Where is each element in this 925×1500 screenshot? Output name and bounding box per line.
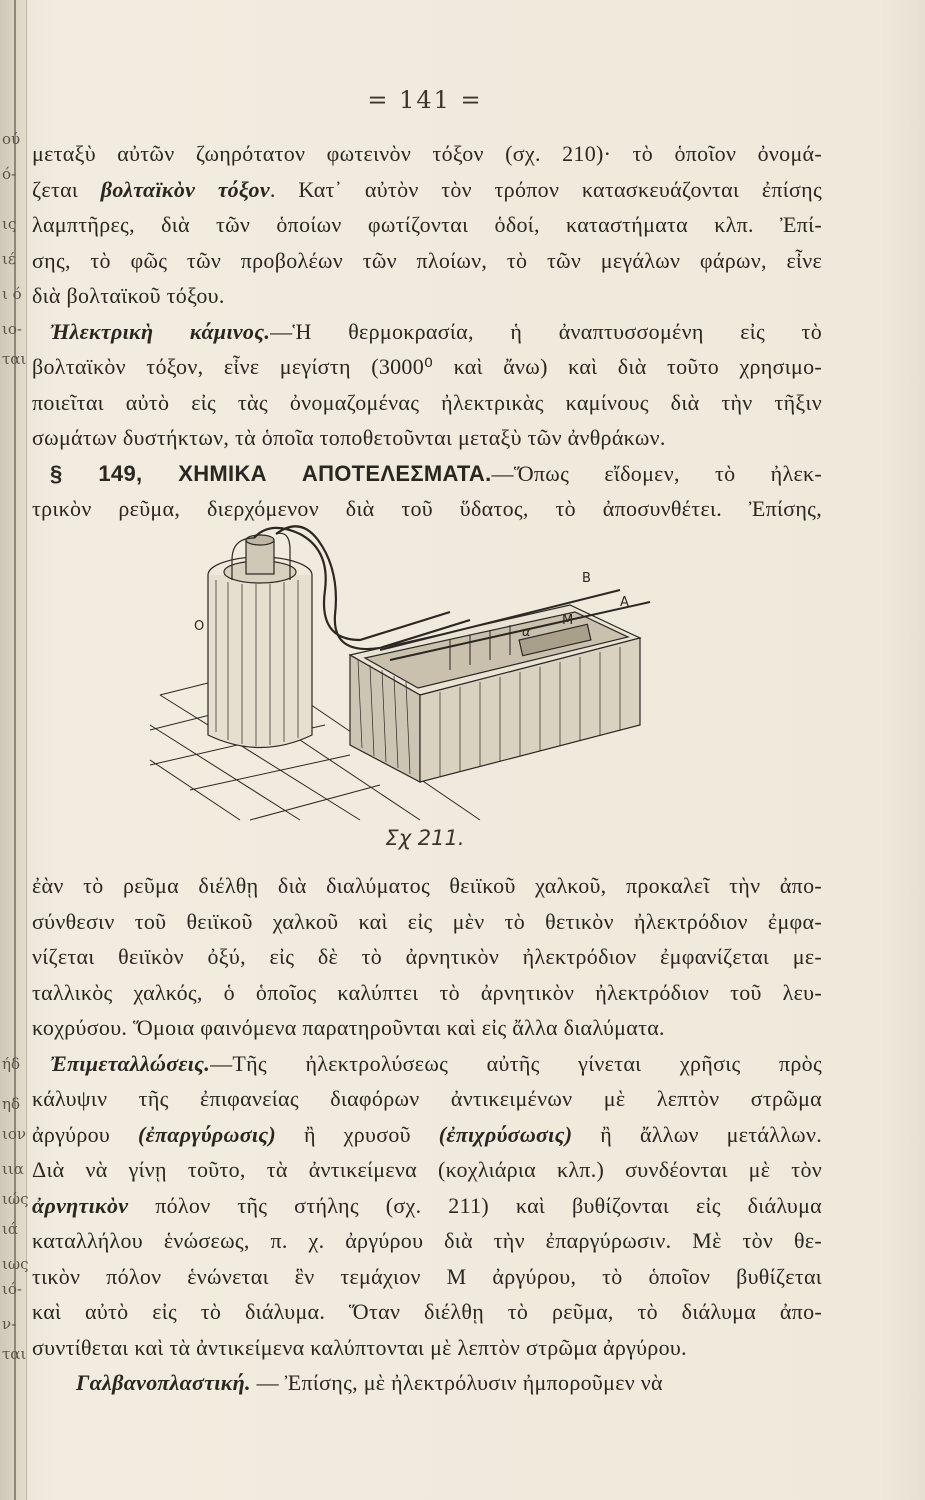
emphasized-term: βολταϊκὸν τόξον: [100, 176, 270, 202]
text-line: [32, 1081, 822, 1117]
emphasized-term: (ἐπιχρύσωσις): [438, 1121, 573, 1147]
heading-electric-furnace: Ἠλεκτρικὴ κάμινος.: [50, 318, 271, 344]
text-line: [32, 456, 822, 492]
margin-fragment: ιο-: [2, 320, 22, 338]
text-fragment: λαμπτῆρες, διὰ τῶν ὁποίων φωτίζονται ὁδοί, καταστήματα κλπ. Ἐπί-: [32, 212, 822, 237]
text-line: [32, 1223, 822, 1259]
text-fragment: ἢ ἄλλων μετάλλων.: [572, 1121, 822, 1147]
margin-fragment: ηδ: [2, 1095, 21, 1113]
text-fragment: σωμάτων δυστήκτων, τὰ ὁποῖα τοποθετοῦνται μεταξὺ τῶν ἀνθράκων.: [32, 425, 666, 450]
text-line: [32, 349, 822, 385]
text-fragment: ζεται: [32, 176, 101, 202]
figure-label-a: A: [620, 595, 629, 610]
upper-text-block: [32, 136, 822, 527]
text-fragment: —Τῆς ἠλεκτρολύσεως αὐτῆς γίνεται χρῆσις πρὸς: [210, 1050, 822, 1076]
text-line: [32, 1152, 822, 1188]
margin-fragment: ιώς: [2, 1190, 29, 1208]
text-fragment: ἐὰν τὸ ρεῦμα διέλθῃ διὰ διαλύματος θειϊκοῦ χαλκοῦ, προκαλεῖ τὴν ἀπο-: [32, 873, 822, 898]
figure-electroplating-apparatus: [150, 520, 710, 820]
text-line: [32, 1117, 822, 1153]
margin-fragment: ήδ: [2, 1055, 21, 1073]
plating-bath: [350, 590, 650, 782]
margin-fragment: ιέ: [2, 250, 16, 268]
margin-fragment: ού: [2, 130, 21, 148]
page-number: = 141 =: [367, 86, 483, 114]
lower-text-block: [32, 868, 822, 1401]
heading-electrotyping: Γαλβανοπλαστική.: [76, 1370, 251, 1395]
text-line: [32, 385, 822, 421]
text-fragment: διὰ βολταϊκοῦ τόξου.: [32, 283, 225, 308]
text-fragment: . Κατ᾽ αὐτὸν τὸν τρόπον κατασκευάζονται ἐπίσης: [269, 176, 822, 202]
margin-fragment: ιό-: [2, 1280, 22, 1298]
text-fragment: τικὸν πόλον ἑνώνεται ἓν τεμάχιον Μ ἀργύρου, τὸ ὁποῖον βυθίζεται: [32, 1263, 822, 1289]
section-heading: § 149, ΧΗΜΙΚΑ ΑΠΟΤΕΛΕΣΜΑΤΑ.: [50, 460, 492, 486]
text-fragment: πόλον τῆς στήλης (σχ. 211) καὶ βυθίζονται εἰς διάλυμα: [128, 1192, 822, 1218]
text-line: [32, 1046, 822, 1082]
text-fragment: καταλλήλου ἑνώσεως, π. χ. ἀργύρου διὰ τὴν ἐπαργύρωσιν. Μὲ τὸν θε-: [32, 1228, 822, 1253]
emphasized-term: (ἐπαργύρωσις): [138, 1121, 277, 1147]
text-fragment: τρικὸν ρεῦμα, διερχόμενον διὰ τοῦ ὕδατος, τὸ ἀποσυνθέτει. Ἐπίσης,: [32, 496, 822, 521]
text-fragment: —Ὅπως εἴδομεν, τὸ ἠλεκ-: [491, 460, 822, 486]
text-line: [32, 1330, 822, 1366]
text-fragment: βολταϊκὸν τόξον, εἶνε μεγίστη (3000⁰ καὶ ἄνω) καὶ διὰ τοῦτο χρησιμο-: [32, 354, 822, 379]
text-fragment: Διὰ νὰ γίνῃ τοῦτο, τὰ ἀντικείμενα (κοχλιάρια κλπ.) συνδέονται μὲ τὸν: [32, 1157, 822, 1182]
heading-electroplating: Ἐπιμεταλλώσεις.: [50, 1050, 211, 1076]
text-line: [32, 172, 822, 208]
text-line: [32, 243, 822, 279]
text-fragment: ἀργύρου: [32, 1121, 138, 1147]
text-line: [32, 868, 822, 904]
text-line: [32, 420, 822, 456]
text-line: [32, 1259, 822, 1295]
margin-fragment: ιως: [2, 1255, 29, 1273]
text-line: [32, 1188, 822, 1224]
figure-label-b: B: [582, 571, 591, 586]
text-line: [32, 975, 822, 1011]
text-fragment: μεταξὺ αὐτῶν ζωηρότατον φωτεινὸν τόξον (σχ. 210)· τὸ ὁποῖον ὀνομά-: [32, 141, 822, 166]
text-line: [32, 136, 822, 172]
text-fragment: συντίθεται καὶ τὰ ἀντικείμενα καλύπτονται μὲ λεπτὸν στρῶμα ἀργύρου.: [32, 1334, 687, 1360]
text-fragment: κάλυψιν τῆς ἐπιφανείας διαφόρων ἀντικειμένων μὲ λεπτὸν στρῶμα: [32, 1086, 822, 1111]
figure-caption: Σχ 211.: [385, 826, 465, 850]
text-line: [32, 1294, 822, 1330]
battery-jar: [208, 533, 312, 747]
text-fragment: —Ἡ θερμοκρασία, ἡ ἀναπτυσσομένη εἰς τὸ: [270, 318, 822, 344]
margin-fragment: ιά: [2, 1220, 19, 1238]
text-line: [32, 904, 822, 940]
text-fragment: νίζεται θειϊκὸν ὀξύ, εἰς δὲ τὸ ἀρνητικὸν ἠλεκτρόδιον ἐμφανίζεται με-: [32, 944, 822, 969]
emphasized-term: ἀρνητικὸν: [32, 1192, 129, 1218]
margin-fragment: ται: [2, 1345, 27, 1363]
margin-fragment: ιον: [2, 1125, 27, 1143]
figure-label-o: O: [194, 619, 205, 634]
margin-fragment: ιια: [2, 1160, 24, 1178]
margin-fragment: ό-: [2, 165, 17, 183]
text-fragment: κοχρύσου. Ὅμοια φαινόμενα παρατηροῦνται καὶ εἰς ἄλλα διαλύματα.: [32, 1015, 665, 1040]
binding-gutter: [0, 0, 27, 1500]
figure-label-m: M: [562, 613, 574, 628]
text-fragment: ἢ χρυσοῦ: [276, 1121, 439, 1147]
text-line: [32, 1365, 822, 1401]
margin-fragment: ται: [2, 350, 27, 368]
text-fragment: σύνθεσιν τοῦ θειϊκοῦ χαλκοῦ καὶ εἰς μὲν τὸ θετικὸν ἠλεκτρόδιον ἐμφα-: [32, 908, 822, 934]
text-fragment: καὶ αὐτὸ εἰς τὸ διάλυμα. Ὅταν διέλθῃ τὸ ρεῦμα, τὸ διάλυμα ἀπο-: [32, 1299, 822, 1324]
text-fragment: ταλλικὸς χαλκός, ὁ ὁποῖος καλύπτει τὸ ἀρνητικὸν ἠλεκτρόδιον τοῦ λευ-: [32, 979, 822, 1005]
text-line: [32, 207, 822, 243]
text-line: [32, 278, 822, 314]
figure-label-alpha: α: [522, 625, 531, 640]
text-fragment: — Ἐπίσης, μὲ ἠλεκτρόλυσιν ἠμποροῦμεν νὰ: [250, 1370, 663, 1395]
text-fragment: σης, τὸ φῶς τῶν προβολέων τῶν πλοίων, τὸ τῶν μεγάλων φάρων, εἶνε: [32, 247, 822, 273]
margin-fragment: ν-: [2, 1315, 17, 1333]
margin-fragment: ι ό: [2, 285, 22, 303]
margin-fragment: ις: [2, 215, 17, 233]
text-line: [32, 939, 822, 975]
text-fragment: ποιεῖται αὐτὸ εἰς τὰς ὀνομαζομένας ἠλεκτρικὰς καμίνους διὰ τὴν τῆξιν: [32, 389, 822, 415]
text-line: [32, 314, 822, 350]
text-line: [32, 1010, 822, 1046]
